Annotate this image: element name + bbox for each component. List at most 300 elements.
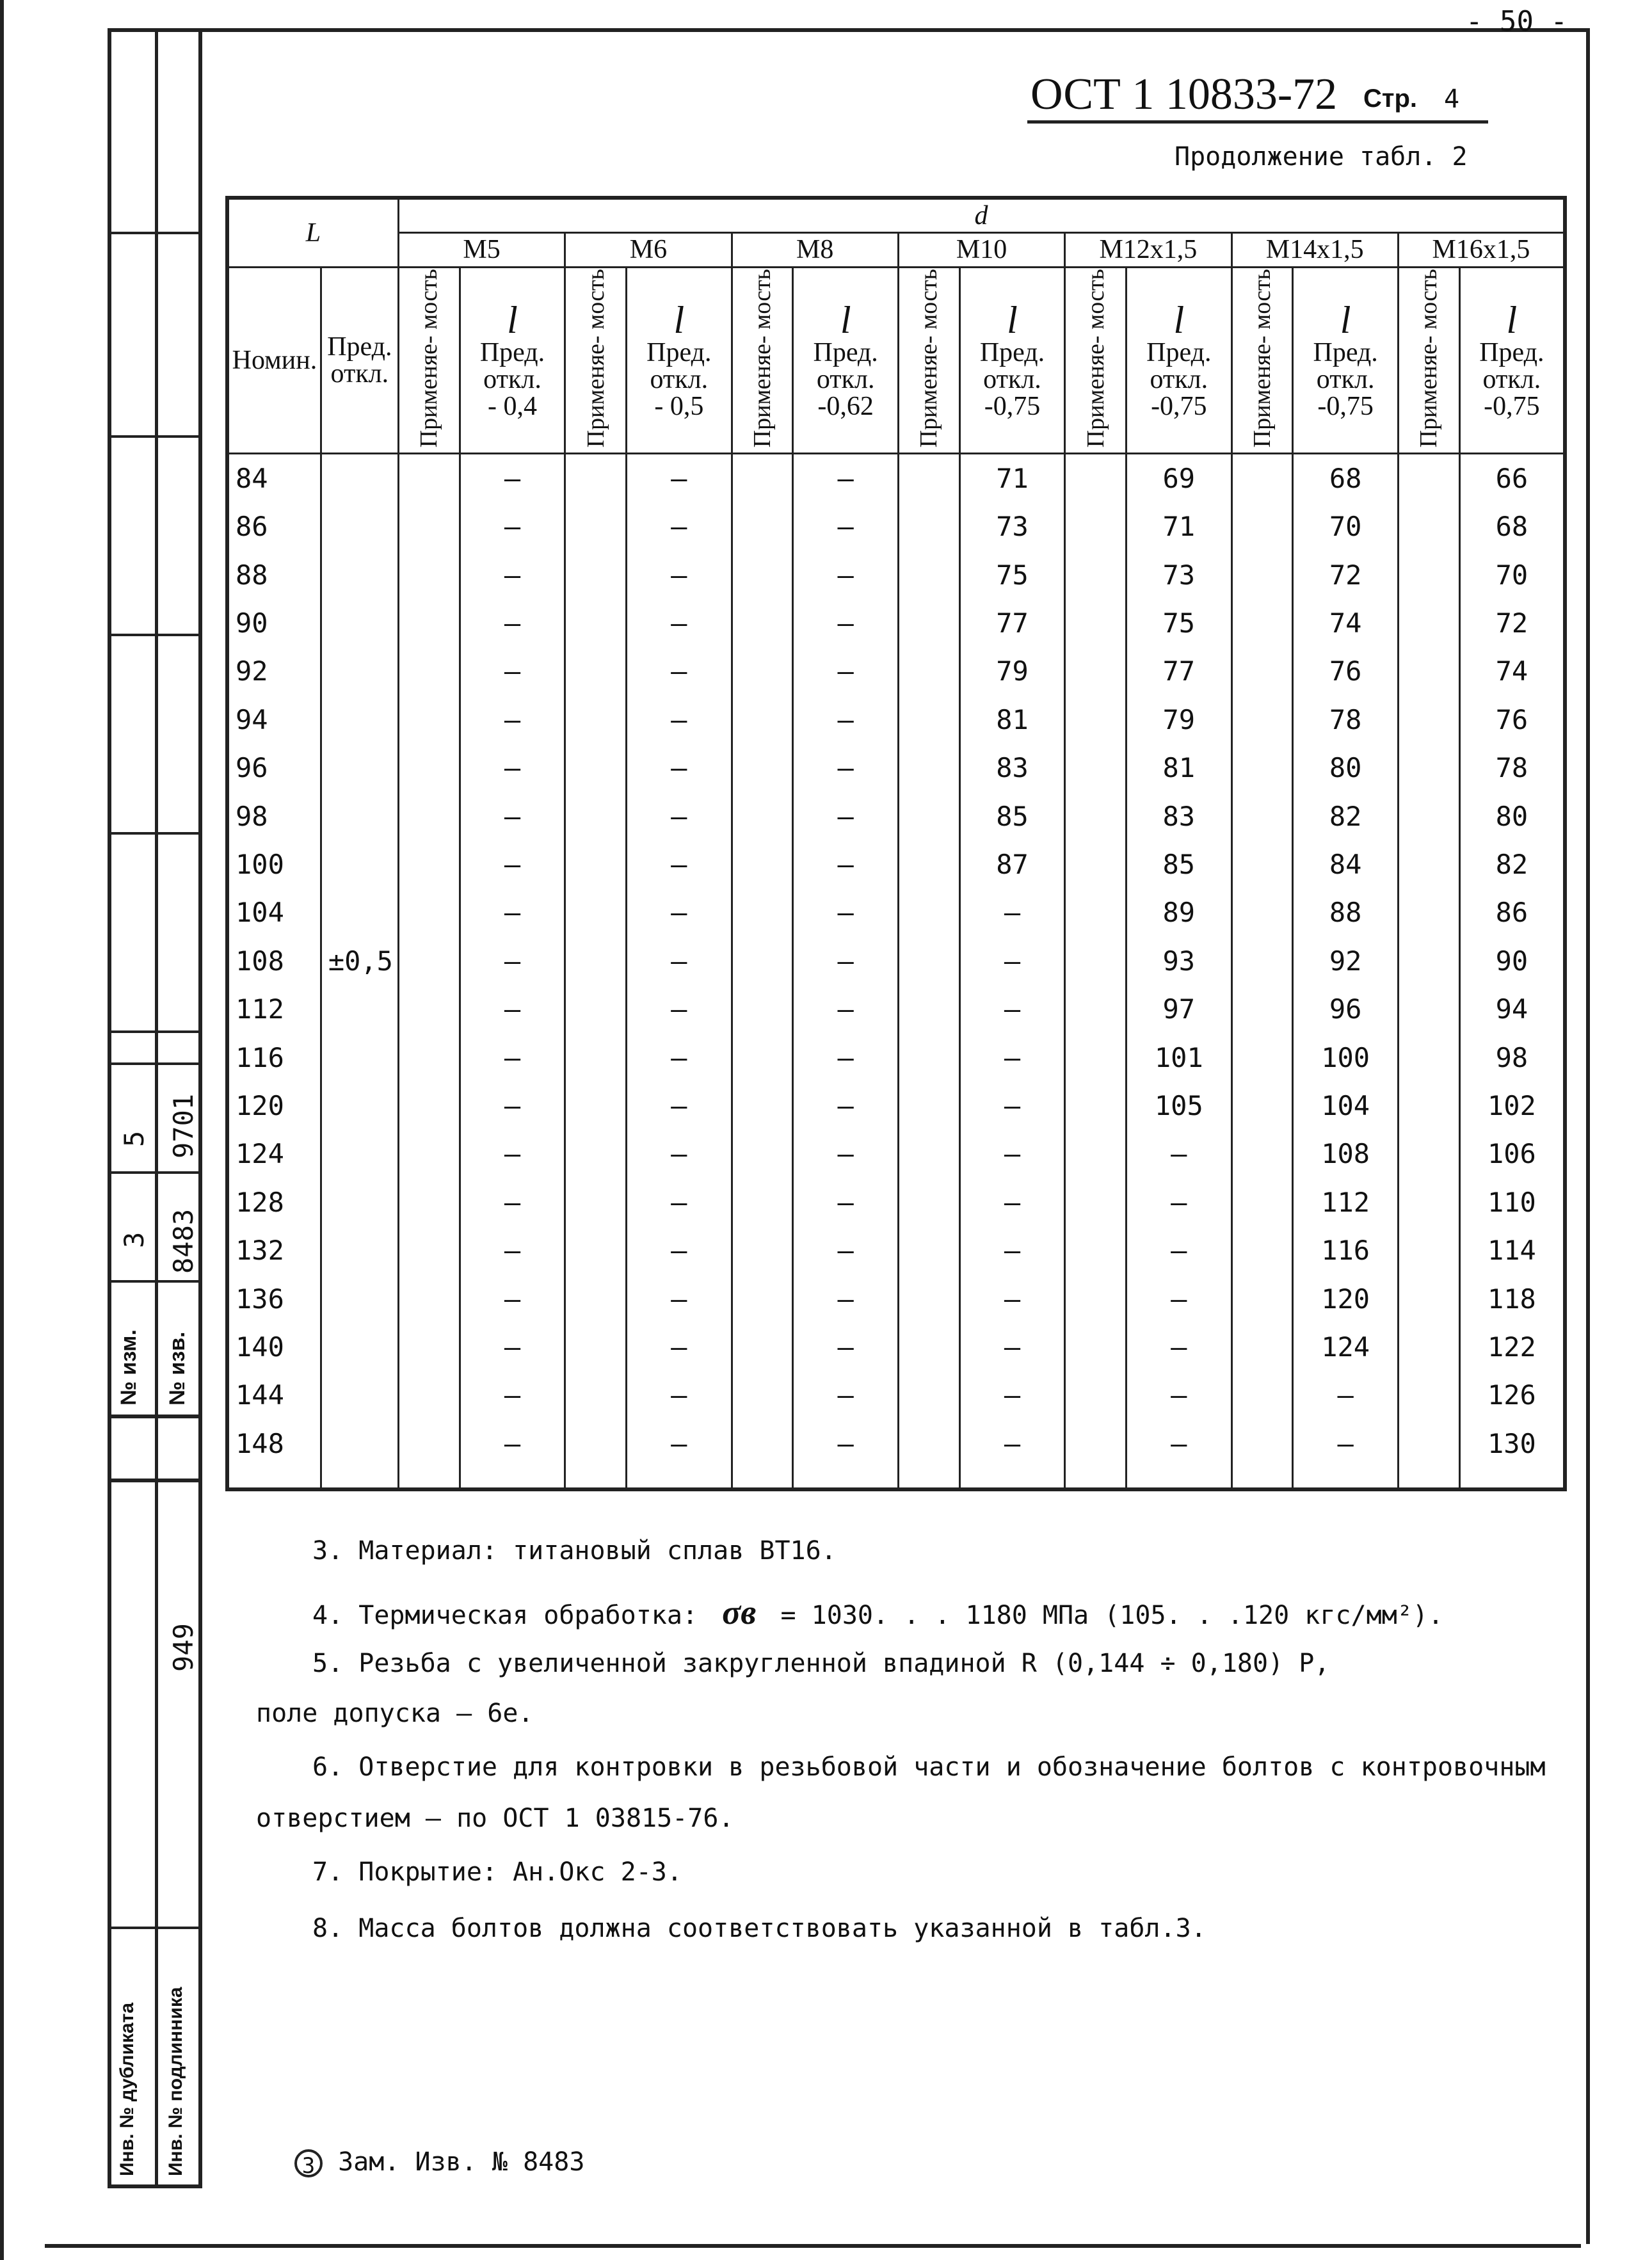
cell-l-value: 114	[1459, 1227, 1565, 1275]
cell-applicability	[565, 454, 627, 503]
cell-applicability	[1231, 1130, 1293, 1178]
cell-applicability	[732, 1275, 793, 1323]
cell-l-value: –	[793, 1323, 898, 1371]
table-row	[227, 744, 1565, 792]
cell-applicability	[565, 551, 627, 599]
cell-applicability	[565, 937, 627, 985]
cell-l-value: 86	[1459, 889, 1565, 937]
stamp-izv-8483: 8483	[168, 1208, 199, 1274]
cell-applicability	[565, 1034, 627, 1082]
filler-cell	[1293, 1468, 1398, 1489]
cell-applicability	[1065, 1420, 1127, 1468]
cell-l-value: 98	[1459, 1034, 1565, 1082]
filler-cell	[1231, 1468, 1293, 1489]
filler-cell	[565, 1468, 627, 1489]
stamp-izm-3: 3	[118, 1231, 150, 1248]
cell-l-value: 88	[1293, 889, 1398, 937]
cell-l-value: –	[793, 937, 898, 985]
cell-L-nominal: 92	[227, 648, 321, 696]
cell-l-value: 101	[1127, 1034, 1231, 1082]
cell-applicability	[1065, 1034, 1127, 1082]
cell-l-value: –	[959, 986, 1064, 1034]
table-row	[227, 1130, 1565, 1178]
filler-cell	[1398, 1468, 1459, 1489]
cell-applicability	[398, 1034, 460, 1082]
cell-applicability	[565, 1372, 627, 1420]
cell-applicability	[398, 1082, 460, 1130]
size-M6: М6	[565, 232, 732, 267]
filler-cell	[1127, 1468, 1231, 1489]
cell-l-value: –	[627, 889, 732, 937]
cell-L-nominal: 132	[227, 1227, 321, 1275]
cell-applicability	[898, 1034, 959, 1082]
cell-L-nominal: 84	[227, 454, 321, 503]
cell-l-value: 110	[1459, 1178, 1565, 1226]
cell-applicability	[1065, 937, 1127, 985]
cell-L-nominal: 100	[227, 840, 321, 888]
cell-applicability	[398, 937, 460, 985]
table-row	[227, 1034, 1565, 1082]
cell-l-value: –	[460, 502, 565, 550]
cell-l-value: 105	[1127, 1082, 1231, 1130]
cell-applicability	[398, 1323, 460, 1371]
cell-applicability	[1065, 1275, 1127, 1323]
cell-applicability	[898, 1178, 959, 1226]
cell-applicability	[898, 744, 959, 792]
header-applicability: Применяе- мость	[732, 268, 793, 454]
note-5: 5. Резьба с увеличенной закругленной впадиной R (0,144 ÷ 0,180) Р,	[312, 1649, 1330, 1678]
cell-l-value: 70	[1459, 551, 1565, 599]
cell-l-value: –	[959, 1034, 1064, 1082]
cell-l-value: 66	[1459, 454, 1565, 503]
cell-applicability	[565, 1178, 627, 1226]
cell-L-nominal: 98	[227, 792, 321, 840]
cell-l-value: –	[793, 1178, 898, 1226]
header-l-tolerance: l Пред. откл. - 0,5	[627, 268, 732, 454]
cell-applicability	[898, 1227, 959, 1275]
cell-applicability	[898, 889, 959, 937]
cell-applicability	[565, 1227, 627, 1275]
cell-l-value: –	[460, 1130, 565, 1178]
cell-applicability	[398, 792, 460, 840]
cell-l-value: –	[1127, 1227, 1231, 1275]
sigma-b-symbol: σв	[722, 1593, 757, 1631]
cell-l-value: 85	[959, 792, 1064, 840]
cell-l-value: 118	[1459, 1275, 1565, 1323]
stamp-line	[108, 634, 202, 636]
header-d: d	[398, 198, 1565, 232]
header-l-tolerance: l Пред. откл. -0,75	[1459, 268, 1565, 454]
cell-l-value: 76	[1459, 696, 1565, 744]
cell-l-value: 75	[1127, 599, 1231, 647]
cell-applicability	[565, 744, 627, 792]
cell-applicability	[1065, 744, 1127, 792]
cell-L-nominal: 88	[227, 551, 321, 599]
page-label-number: 4	[1444, 84, 1460, 114]
header-l-tolerance: l Пред. откл. - 0,4	[460, 268, 565, 454]
header-applicability: Применяе- мость	[1398, 268, 1459, 454]
cell-applicability	[565, 1420, 627, 1468]
filler-cell	[1065, 1468, 1127, 1489]
table-row	[227, 1372, 1565, 1420]
cell-applicability	[565, 502, 627, 550]
cell-applicability	[398, 840, 460, 888]
cell-applicability	[732, 648, 793, 696]
cell-applicability	[1065, 648, 1127, 696]
cell-applicability	[898, 937, 959, 985]
cell-applicability	[1065, 1372, 1127, 1420]
cell-applicability	[1398, 502, 1459, 550]
cell-l-value: 80	[1459, 792, 1565, 840]
table-row	[227, 551, 1565, 599]
cell-applicability	[898, 792, 959, 840]
cell-applicability	[1231, 1082, 1293, 1130]
filler-cell	[460, 1468, 565, 1489]
cell-l-value: –	[460, 648, 565, 696]
cell-applicability	[565, 840, 627, 888]
cell-L-nominal: 116	[227, 1034, 321, 1082]
header-nomin: Номин.	[227, 268, 321, 454]
cell-applicability	[1398, 1372, 1459, 1420]
cell-l-value: 81	[1127, 744, 1231, 792]
cell-l-value: 92	[1293, 937, 1398, 985]
cell-l-value: –	[793, 792, 898, 840]
cell-l-value: –	[460, 1372, 565, 1420]
cell-l-value: 104	[1293, 1082, 1398, 1130]
stamp-line	[108, 435, 202, 438]
size-M14: М14х1,5	[1231, 232, 1398, 267]
cell-l-value: –	[793, 551, 898, 599]
cell-applicability	[1065, 1227, 1127, 1275]
table-continuation-note: Продолжение табл. 2	[1175, 142, 1468, 172]
cell-applicability	[565, 1323, 627, 1371]
cell-applicability	[732, 744, 793, 792]
cell-L-nominal: 96	[227, 744, 321, 792]
cell-applicability	[1231, 1178, 1293, 1226]
cell-applicability	[1398, 696, 1459, 744]
table-row	[227, 1323, 1565, 1371]
cell-l-value: –	[460, 840, 565, 888]
cell-applicability	[1065, 599, 1127, 647]
filler-cell	[321, 1468, 398, 1489]
cell-l-value: 71	[1127, 502, 1231, 550]
cell-applicability	[1398, 1420, 1459, 1468]
header-applicability: Применяе- мость	[1065, 268, 1127, 454]
cell-applicability	[565, 986, 627, 1034]
cell-applicability	[1398, 889, 1459, 937]
header-L: L	[227, 198, 398, 268]
cell-l-value: –	[627, 648, 732, 696]
cell-applicability	[398, 1227, 460, 1275]
cell-l-value: –	[627, 1178, 732, 1226]
cell-l-value: –	[460, 889, 565, 937]
cell-L-tolerance	[321, 454, 398, 1468]
cell-l-value: –	[1293, 1372, 1398, 1420]
table-row	[227, 454, 1565, 503]
cell-l-value: –	[460, 696, 565, 744]
cell-l-value: –	[793, 648, 898, 696]
table-row	[227, 1178, 1565, 1226]
cell-l-value: 74	[1459, 648, 1565, 696]
cell-l-value: –	[627, 1130, 732, 1178]
cell-l-value: –	[793, 1130, 898, 1178]
cell-l-value: –	[959, 1130, 1064, 1178]
cell-l-value: 116	[1293, 1227, 1398, 1275]
cell-applicability	[1065, 696, 1127, 744]
cell-l-value: –	[793, 889, 898, 937]
cell-L-nominal: 128	[227, 1178, 321, 1226]
filler-cell	[959, 1468, 1064, 1489]
stamp-original-number: 949	[168, 1623, 199, 1672]
cell-l-value: 96	[1293, 986, 1398, 1034]
cell-applicability	[898, 1372, 959, 1420]
table-row	[227, 1420, 1565, 1468]
cell-l-value: –	[793, 1034, 898, 1082]
stamp-divider	[155, 28, 158, 2188]
cell-l-value: –	[627, 1420, 732, 1468]
cell-l-value: 85	[1127, 840, 1231, 888]
cell-applicability	[898, 502, 959, 550]
cell-applicability	[398, 744, 460, 792]
cell-applicability	[1398, 599, 1459, 647]
cell-applicability	[898, 986, 959, 1034]
frame-left-border	[0, 0, 4, 2260]
stamp-line	[108, 1030, 202, 1033]
cell-applicability	[1398, 986, 1459, 1034]
note-4	[312, 1592, 1443, 1632]
note-8: 8. Масса болтов должна соответствовать указанной в табл.3.	[312, 1914, 1207, 1943]
cell-applicability	[1398, 792, 1459, 840]
cell-l-value: –	[1127, 1130, 1231, 1178]
cell-applicability	[1231, 792, 1293, 840]
cell-applicability	[1231, 454, 1293, 503]
filler-cell	[227, 1468, 321, 1489]
note-4-label: 4. Термическая обработка:	[312, 1601, 698, 1630]
cell-l-value: 97	[1127, 986, 1231, 1034]
cell-l-value: 68	[1293, 454, 1398, 503]
cell-l-value: –	[627, 1034, 732, 1082]
cell-l-value: –	[1127, 1420, 1231, 1468]
cell-applicability	[1065, 986, 1127, 1034]
page-number: - 50 -	[1466, 5, 1568, 38]
cell-applicability	[1398, 1034, 1459, 1082]
cell-l-value: 72	[1459, 599, 1565, 647]
cell-l-value: 78	[1293, 696, 1398, 744]
cell-applicability	[398, 1178, 460, 1226]
cell-l-value: 87	[959, 840, 1064, 888]
stamp-line	[108, 1171, 202, 1174]
note-7: 7. Покрытие: Ан.Окс 2-3.	[312, 1857, 682, 1887]
cell-l-value: –	[959, 1323, 1064, 1371]
cell-l-value: –	[460, 1178, 565, 1226]
header-l-tolerance: l Пред. откл. -0,75	[1127, 268, 1231, 454]
cell-l-value: 130	[1459, 1420, 1565, 1468]
cell-l-value: 72	[1293, 551, 1398, 599]
cell-l-value: 68	[1459, 502, 1565, 550]
cell-l-value: –	[793, 1082, 898, 1130]
table-row	[227, 937, 1565, 985]
header-applicability: Применяе- мость	[565, 268, 627, 454]
cell-l-value: 74	[1293, 599, 1398, 647]
cell-l-value: 75	[959, 551, 1064, 599]
L-tolerance-value: ±0,5	[328, 945, 393, 977]
table-row	[227, 889, 1565, 937]
size-M5: М5	[398, 232, 565, 267]
cell-l-value: 71	[959, 454, 1064, 503]
cell-l-value: 77	[959, 599, 1064, 647]
cell-L-nominal: 104	[227, 889, 321, 937]
cell-l-value: –	[460, 1082, 565, 1130]
cell-applicability	[1065, 1323, 1127, 1371]
cell-applicability	[1065, 1130, 1127, 1178]
cell-l-value: 77	[1127, 648, 1231, 696]
cell-l-value: –	[793, 986, 898, 1034]
cell-applicability	[1398, 1130, 1459, 1178]
cell-l-value: 112	[1293, 1178, 1398, 1226]
cell-l-value: –	[627, 696, 732, 744]
cell-l-value: –	[627, 599, 732, 647]
cell-applicability	[1231, 1420, 1293, 1468]
cell-applicability	[1065, 551, 1127, 599]
cell-applicability	[732, 1227, 793, 1275]
cell-l-value: 108	[1293, 1130, 1398, 1178]
cell-L-nominal: 112	[227, 986, 321, 1034]
cell-l-value: 124	[1293, 1323, 1398, 1371]
cell-l-value: 126	[1459, 1372, 1565, 1420]
cell-applicability	[565, 696, 627, 744]
stamp-duplicate-label: Инв. № дубликата	[116, 2002, 138, 2176]
cell-l-value: –	[959, 1420, 1064, 1468]
cell-L-nominal: 120	[227, 1082, 321, 1130]
stamp-line	[108, 832, 202, 835]
cell-l-value: 89	[1127, 889, 1231, 937]
header-l-tolerance: l Пред. откл. -0,75	[959, 268, 1064, 454]
header-applicability: Применяе- мость	[398, 268, 460, 454]
change-notice	[294, 2147, 584, 2177]
size-M8: М8	[732, 232, 898, 267]
cell-l-value: –	[793, 599, 898, 647]
stamp-line	[108, 1927, 202, 1929]
change-notice-text: Зам. Изв. № 8483	[338, 2147, 585, 2177]
cell-applicability	[398, 1275, 460, 1323]
header-pred-otkl: Пред. откл.	[321, 268, 398, 454]
cell-applicability	[732, 1372, 793, 1420]
stamp-original-label: Инв. № подлинника	[165, 1987, 186, 2176]
cell-applicability	[565, 1082, 627, 1130]
cell-applicability	[1398, 648, 1459, 696]
cell-applicability	[732, 889, 793, 937]
cell-applicability	[1065, 840, 1127, 888]
table-row	[227, 1275, 1565, 1323]
cell-l-value: 122	[1459, 1323, 1565, 1371]
cell-applicability	[565, 889, 627, 937]
note-6-cont: отверстием – по ОСТ 1 03815-76.	[256, 1804, 734, 1833]
filler-cell	[898, 1468, 959, 1489]
cell-applicability	[732, 1323, 793, 1371]
cell-l-value: 73	[959, 502, 1064, 550]
cell-applicability	[1231, 1227, 1293, 1275]
cell-applicability	[398, 454, 460, 503]
cell-l-value: –	[460, 792, 565, 840]
cell-applicability	[398, 889, 460, 937]
cell-l-value: –	[460, 1034, 565, 1082]
cell-l-value: 79	[959, 648, 1064, 696]
cell-applicability	[1231, 744, 1293, 792]
cell-l-value: –	[793, 454, 898, 503]
cell-l-value: 100	[1293, 1034, 1398, 1082]
cell-l-value: –	[959, 1178, 1064, 1226]
stamp-izm-5: 5	[118, 1130, 150, 1147]
cell-applicability	[565, 1275, 627, 1323]
cell-L-nominal: 140	[227, 1323, 321, 1371]
cell-applicability	[398, 648, 460, 696]
cell-applicability	[1231, 889, 1293, 937]
note-3: 3. Материал: титановый сплав ВТ16.	[312, 1536, 837, 1566]
cell-applicability	[565, 599, 627, 647]
cell-applicability	[1065, 502, 1127, 550]
cell-l-value: 76	[1293, 648, 1398, 696]
cell-l-value: 83	[1127, 792, 1231, 840]
cell-l-value: –	[1127, 1275, 1231, 1323]
cell-L-nominal: 94	[227, 696, 321, 744]
cell-l-value: 70	[1293, 502, 1398, 550]
cell-applicability	[732, 1130, 793, 1178]
size-M16: М16х1,5	[1398, 232, 1565, 267]
cell-applicability	[898, 1275, 959, 1323]
cell-applicability	[398, 1130, 460, 1178]
cell-applicability	[1065, 1178, 1127, 1226]
cell-l-value: 90	[1459, 937, 1565, 985]
cell-l-value: –	[959, 1275, 1064, 1323]
stamp-line	[108, 1415, 202, 1418]
table-row	[227, 502, 1565, 550]
cell-l-value: 73	[1127, 551, 1231, 599]
cell-l-value: 93	[1127, 937, 1231, 985]
cell-l-value: –	[627, 986, 732, 1034]
stamp-izm-label: № изм.	[116, 1329, 141, 1406]
note-6: 6. Отверстие для контровки в резьбовой части и обозначение болтов с контровочным	[312, 1752, 1546, 1782]
cell-applicability	[398, 551, 460, 599]
cell-l-value: 82	[1459, 840, 1565, 888]
cell-applicability	[1231, 696, 1293, 744]
cell-applicability	[898, 454, 959, 503]
cell-applicability	[1231, 1372, 1293, 1420]
cell-applicability	[398, 986, 460, 1034]
cell-applicability	[398, 696, 460, 744]
cell-applicability	[732, 502, 793, 550]
table-row	[227, 696, 1565, 744]
cell-applicability	[732, 551, 793, 599]
cell-applicability	[1398, 1227, 1459, 1275]
cell-l-value: –	[627, 551, 732, 599]
cell-l-value: –	[627, 840, 732, 888]
cell-applicability	[898, 696, 959, 744]
standard-underline	[1027, 120, 1488, 124]
cell-l-value: –	[793, 1275, 898, 1323]
cell-l-value: –	[627, 1323, 732, 1371]
cell-l-value: 102	[1459, 1082, 1565, 1130]
filler-cell	[793, 1468, 898, 1489]
cell-l-value: –	[460, 744, 565, 792]
cell-l-value: –	[1127, 1372, 1231, 1420]
bolt-length-table	[225, 196, 1567, 1491]
cell-applicability	[898, 1082, 959, 1130]
cell-l-value: –	[959, 1372, 1064, 1420]
cell-l-value: –	[460, 1323, 565, 1371]
cell-applicability	[398, 1372, 460, 1420]
cell-l-value: –	[460, 1275, 565, 1323]
cell-L-nominal: 124	[227, 1130, 321, 1178]
